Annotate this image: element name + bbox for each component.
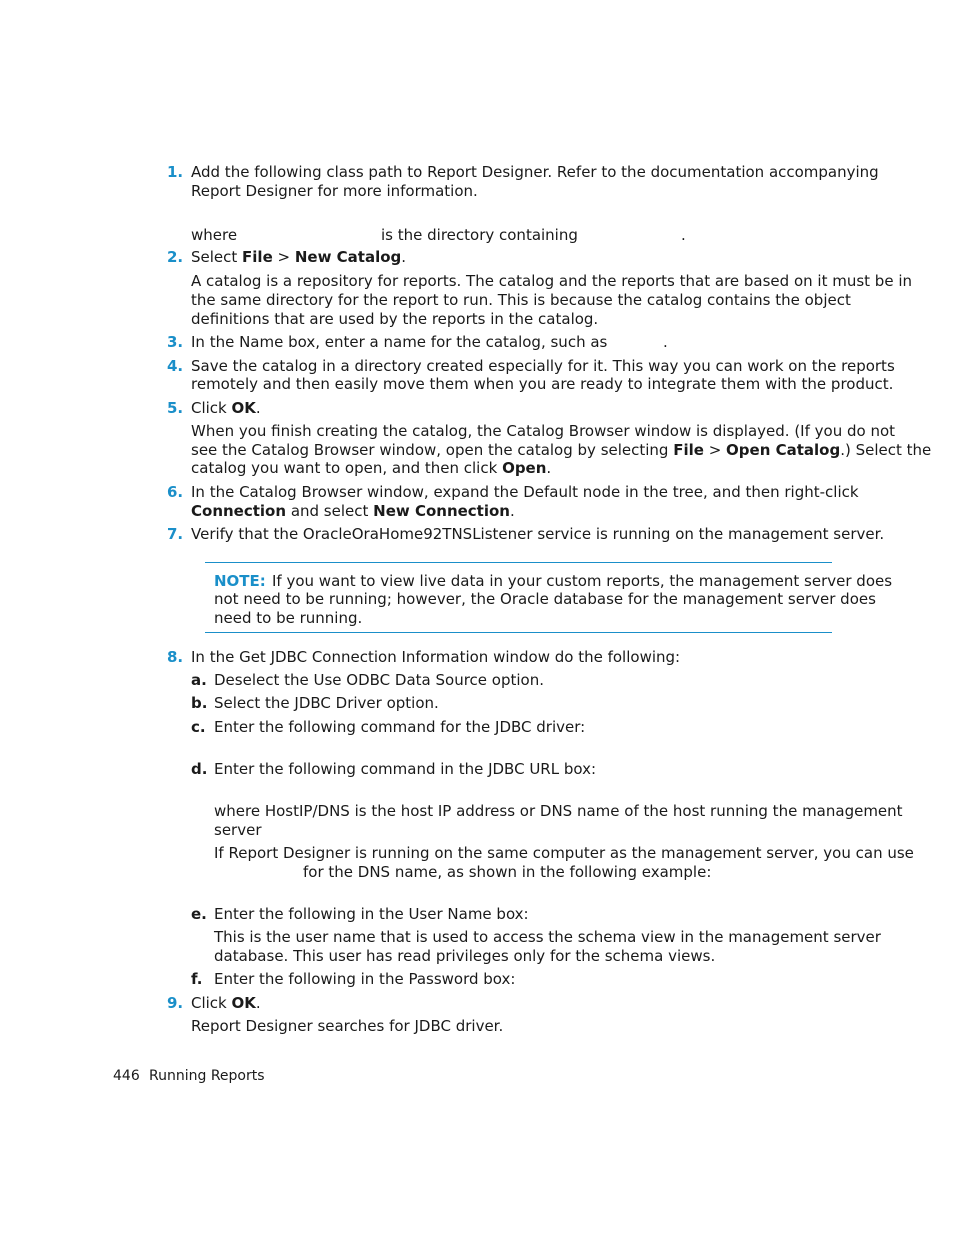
substep-text: Enter the following command in the JDBC URL box:	[214, 760, 597, 778]
step-text: In the Catalog Browser window, expand the Default node in the tree, and then right-click	[191, 483, 859, 501]
menu-file: File	[242, 248, 273, 266]
paragraph-line: This is the user name that is used to access the schema view in the management server	[214, 928, 881, 946]
step-text: Click OK.	[191, 994, 261, 1012]
step-text: Save the catalog in a directory created especially for it. This way you can work on the reports	[191, 357, 895, 375]
paragraph-line: where HostIP/DNS is the host IP address or DNS name of the host running the management	[214, 802, 903, 820]
step-text: remotely and then easily move them when you are ready to integrate them with the product.	[191, 375, 894, 393]
step-text: .	[663, 333, 668, 351]
step-text: Click OK.	[191, 399, 261, 417]
note-text: If you want to view live data in your custom reports, the management server does	[272, 572, 893, 590]
substep-letter: f.	[191, 970, 203, 988]
substep-text: Select the JDBC Driver option.	[214, 694, 439, 712]
paragraph-line: definitions that are used by the reports in the catalog.	[191, 310, 599, 328]
substep-text: Enter the following in the Password box:	[214, 970, 516, 988]
paragraph-line: When you finish creating the catalog, the Catalog Browser window is displayed. (If you do not	[191, 422, 896, 440]
menu-new-catalog: New Catalog	[294, 248, 402, 266]
paragraph-line: Report Designer searches for JDBC driver.	[191, 1017, 504, 1035]
page-number: 446	[113, 1068, 140, 1084]
substep-text: Enter the following command for the JDBC driver:	[214, 718, 586, 736]
step-text: Select File > New Catalog.	[191, 248, 407, 266]
note-top-rule	[205, 562, 832, 563]
substep-letter: c.	[191, 718, 206, 736]
where-text: where	[191, 226, 238, 244]
step-text: Report Designer for more information.	[191, 182, 478, 200]
step-number: 5.	[167, 399, 184, 417]
paragraph-line: database. This user has read privileges only for the schema views.	[214, 947, 716, 965]
step-number: 3.	[167, 333, 184, 351]
step-text: Verify that the OracleOraHome92TNSListener service is running on the management server.	[191, 525, 885, 543]
step-text: In the Name box, enter a name for the catalog, such as	[191, 333, 608, 351]
step-number: 7.	[167, 525, 184, 543]
step-number: 2.	[167, 248, 184, 266]
note-bottom-rule	[205, 632, 832, 633]
substep-letter: a.	[191, 671, 207, 689]
paragraph-line: server	[214, 821, 262, 839]
paragraph-line: the same directory for the report to run. This is because the catalog contains the object	[191, 291, 851, 309]
step-number: 8.	[167, 648, 184, 666]
footer-section: Running Reports	[149, 1068, 265, 1084]
substep-letter: e.	[191, 905, 207, 923]
step-text: Add the following class path to Report Designer. Refer to the documentation accompanying	[191, 163, 879, 181]
where-text: is the directory containing	[381, 226, 578, 244]
note-text: not need to be running; however, the Oracle database for the management server does	[214, 590, 876, 608]
where-text: .	[681, 226, 686, 244]
paragraph-line: see the Catalog Browser window, open the catalog by selecting File > Open Catalog.) Select the	[191, 441, 932, 459]
note-label: NOTE:	[214, 572, 266, 590]
substep-text: Enter the following in the User Name box:	[214, 905, 529, 923]
step-number: 9.	[167, 994, 184, 1012]
step-text: In the Get JDBC Connection Information window do the following:	[191, 648, 681, 666]
paragraph-line: A catalog is a repository for reports. The catalog and the reports that are based on it must be in	[191, 272, 912, 290]
button-ok-ref: OK	[231, 399, 256, 417]
substep-text: Deselect the Use ODBC Data Source option.	[214, 671, 544, 689]
paragraph-line: catalog you want to open, and then click Open.	[191, 459, 552, 477]
step-text: Connection and select New Connection.	[191, 502, 515, 520]
paragraph-line: for the DNS name, as shown in the following example:	[303, 863, 712, 881]
step-number: 1.	[167, 163, 184, 181]
note-text: need to be running.	[214, 609, 363, 627]
step-number: 4.	[167, 357, 184, 375]
step-number: 6.	[167, 483, 184, 501]
substep-letter: d.	[191, 760, 208, 778]
paragraph-line: If Report Designer is running on the same computer as the management server, you can use	[214, 844, 914, 862]
substep-letter: b.	[191, 694, 208, 712]
